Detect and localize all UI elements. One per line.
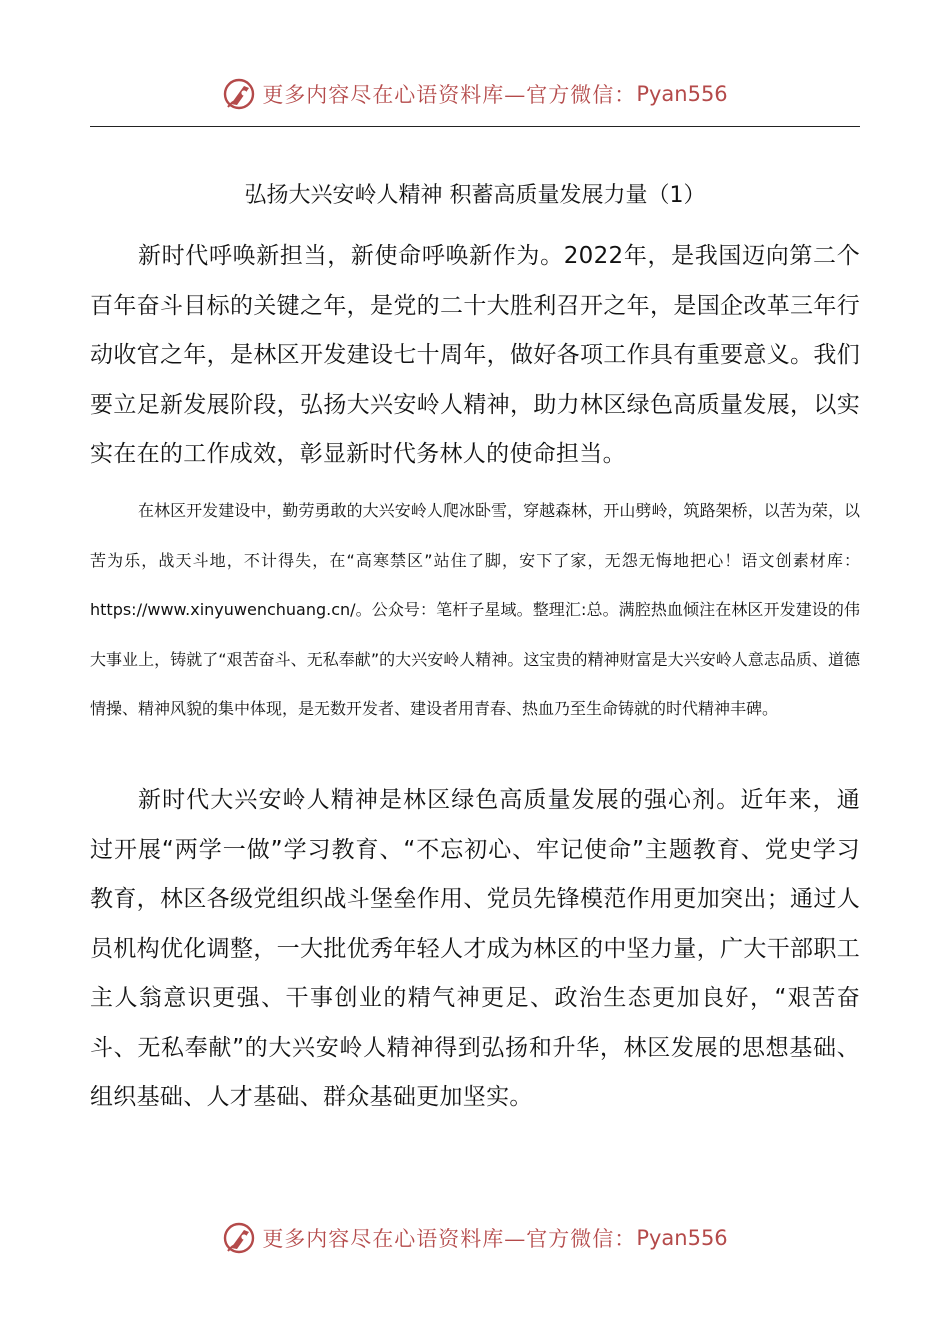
header-banner-text: 更多内容尽在心语资料库—官方微信： <box>262 83 637 107</box>
header-banner <box>0 74 950 114</box>
fountain-pen-logo-icon <box>222 77 256 111</box>
footer-wechat-id: Pyan556 <box>636 1226 728 1250</box>
fountain-pen-logo-icon <box>222 1221 256 1255</box>
footer-banner-text: 更多内容尽在心语资料库—官方微信： <box>262 1227 637 1251</box>
paragraph-1: 新时代呼唤新担当，新使命呼唤新作为。2022年，是我国迈向第二个百年奋斗目标的关键之年，是党的二十大胜利召开之年，是国企改革三年行动收官之年，是林区开发建设七十周年，做好各项工作具有重要意义。我们要立足新发展阶段，弘扬大兴安岭人精神，助力林区绿色高质量发展，以实实在在的工作成效，彰显新时代务林人的使命担当。 <box>90 243 860 467</box>
header-divider <box>90 126 860 127</box>
paragraph-2: 在林区开发建设中，勤劳勇敢的大兴安岭人爬冰卧雪，穿越森林，开山劈岭，筑路架桥，以苦为荣，以苦为乐，战天斗地，不计得失，在“高寒禁区”站住了脚，安下了家，无怨无悔地把心！语文创素材库：https://www.xinyuwenchuang.cn/。公众号：笔杆子星域。整理汇:总。满腔热血倾注在林区开发建设的伟大事业上，铸就了“艰苦奋斗、无私奉献”的大兴安岭人精神。这宝贵的精神财富是大兴安岭人意志品质、道德情操、精神风貌的集中体现，是无数开发者、建设者用青春、热血乃至生命铸就的时代精神丰碑。 <box>90 501 860 718</box>
paragraph-3: 新时代大兴安岭人精神是林区绿色高质量发展的强心剂。近年来，通过开展“两学一做”学习教育、“不忘初心、牢记使命”主题教育、党史学习教育，林区各级党组织战斗堡垒作用、党员先锋模范作用更加突出；通过人员机构优化调整，一大批优秀年轻人才成为林区的中坚力量，广大干部职工主人翁意识更强、干事创业的精气神更足、政治生态更加良好，“艰苦奋斗、无私奉献”的大兴安岭人精神得到弘扬和升华，林区发展的思想基础、组织基础、人才基础、群众基础更加坚实。 <box>90 787 860 1110</box>
footer-banner <box>0 1218 950 1258</box>
header-wechat-id: Pyan556 <box>636 82 728 106</box>
document-title: 弘扬大兴安岭人精神 积蓄高质量发展力量（1） <box>244 183 706 208</box>
